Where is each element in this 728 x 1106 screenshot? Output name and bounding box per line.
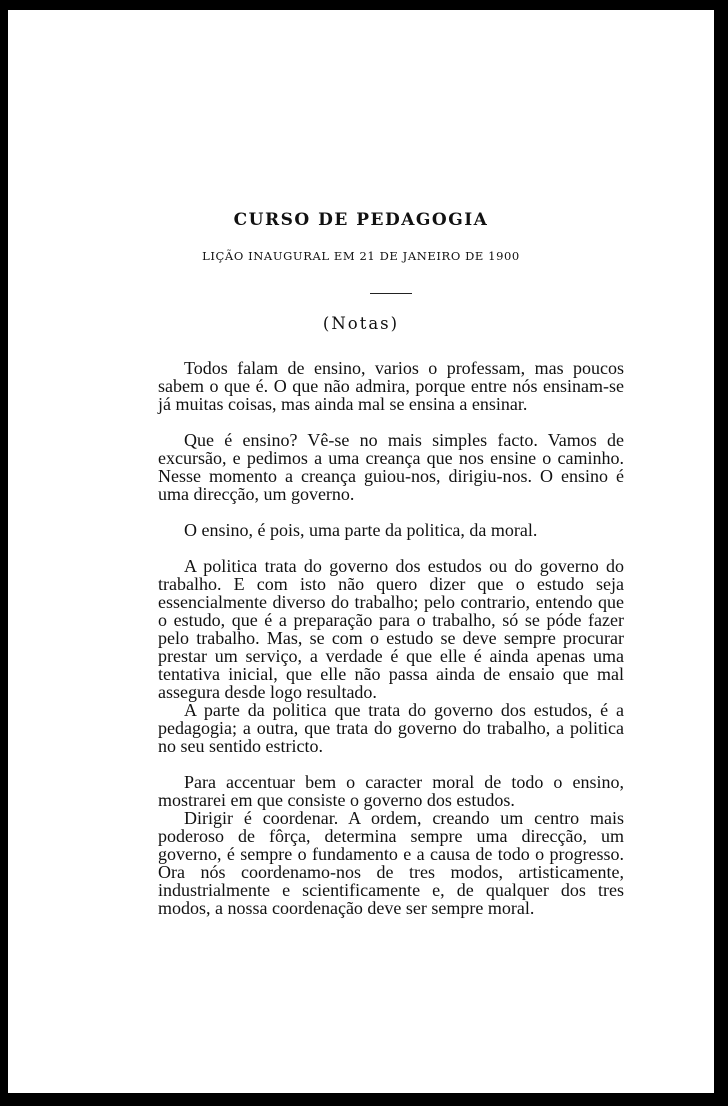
paragraph: Dirigir é coordenar. A ordem, creando um centro mais poderoso de fôrça, determina sempre uma direcção, um governo, é sempre o fundamento e a causa de todo o progresso. Ora nós coordenamo-nos de tres modos, artisticamente, industrialmente e scientificamente e, de qualquer dos tres modos, a nossa coordenação deve ser sempre moral. xyxy=(158,808,624,918)
paragraph: Que é ensino? Vê-se no mais simples facto. Vamos de excursão, e pedimos a uma creança que nos ensine o caminho. Nesse momento a creança guiou-nos, dirigiu-nos. O ensino é uma direcção, um governo. xyxy=(158,430,624,504)
title-divider xyxy=(370,293,412,294)
paragraph: Para accentuar bem o caracter moral de todo o ensino, mostrarei em que consiste o governo dos estudos. xyxy=(158,772,624,810)
notes-heading: (Notas) xyxy=(322,314,400,333)
body-text xyxy=(158,359,624,917)
page-subtitle: LIÇÃO INAUGURAL EM 21 DE JANEIRO DE 1900 xyxy=(202,249,520,263)
paragraph: A politica trata do governo dos estudos ou do governo do trabalho. E com isto não quero dizer que o estudo seja essencialmente diverso do trabalho; pelo contrario, entendo que o estudo, que é a preparação para o trabalho, só se póde fazer pelo trabalho. Mas, se com o estudo se deve sempre procurar prestar um serviço, a verdade é que elle é ainda apenas uma tentativa inicial, que elle não passa ainda de ensaio que mal assegura desde logo resultado. xyxy=(158,556,624,702)
page-title: CURSO DE PEDAGOGIA xyxy=(233,210,489,230)
document-page xyxy=(8,10,714,1093)
paragraph: A parte da politica que trata do governo dos estudos, é a pedagogia; a outra, que trata do governo do trabalho, a politica no seu sentido estricto. xyxy=(158,700,624,756)
paragraph: O ensino, é pois, uma parte da politica, da moral. xyxy=(184,520,538,540)
paragraph: Todos falam de ensino, varios o professam, mas poucos sabem o que é. O que não admira, porque entre nós ensinam-se já muitas coisas, mas ainda mal se ensina a ensinar. xyxy=(158,358,624,414)
